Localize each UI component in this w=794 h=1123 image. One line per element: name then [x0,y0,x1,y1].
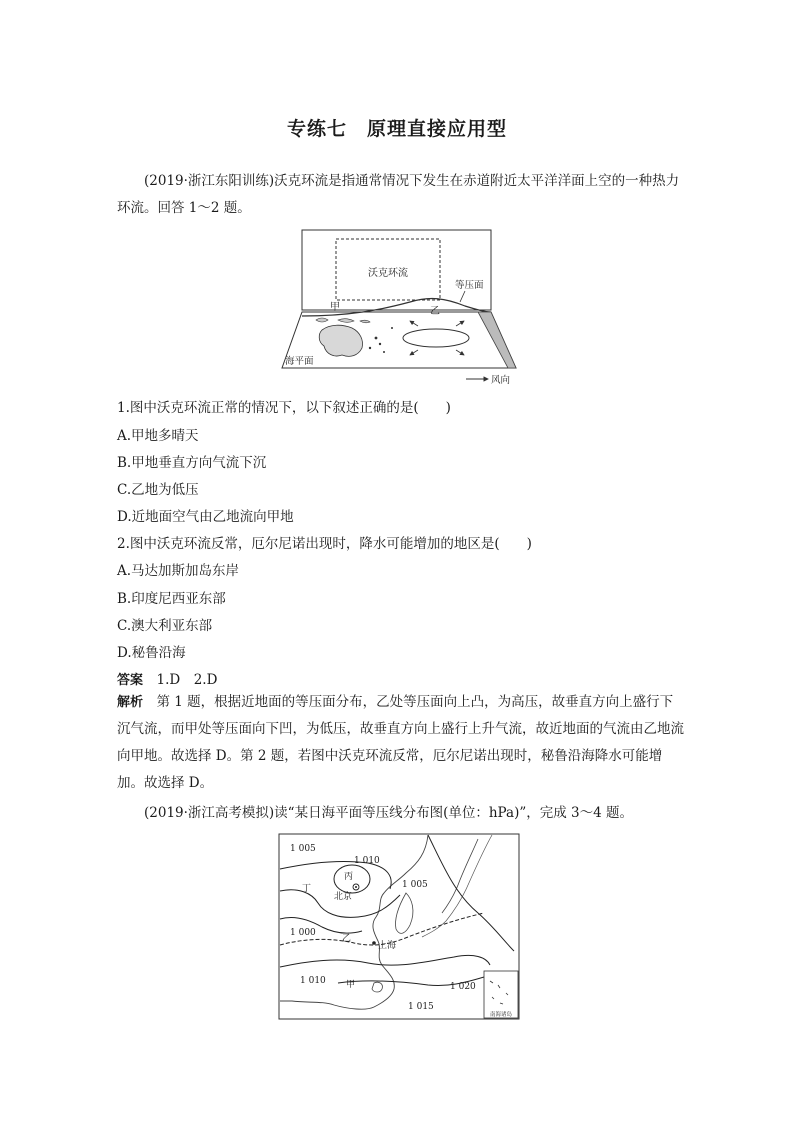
isobar-1005-a: 1 005 [290,844,316,854]
label-jia-map: 甲 [346,980,356,990]
isobar-1010-a: 1 010 [354,856,380,866]
question-2-option-c: C.澳大利亚东部 [117,618,213,634]
analysis-text: 第 1 题，根据近地面的等压面分布，乙处等压面向上凸，为高压，故垂直方向上盛行下沉气流，而甲处等压面向下凹，为低压，故垂直方向上盛行上升气流，故近地面的气流由乙地流向甲地。故选择 D。第 2 题，若图中沃克环流反常，厄尔尼诺出现时，秘鲁沿海降水可能增加。故选择 D。 [117,694,684,791]
question-1-option-b: B.甲地垂直方向气流下沉 [117,455,267,471]
label-yi: 乙 [430,306,440,317]
analysis-paragraph [117,689,685,797]
question-1-option-a: A.甲地多晴天 [117,428,199,444]
isobar-1010-b: 1 010 [300,976,326,986]
intro-paragraph-1: (2019·浙江东阳训练)沃克环流是指通常情况下发生在赤道附近太平洋洋面上空的一种热力环流。回答 1～2 题。 [117,173,680,216]
isobar-map-figure [278,833,520,1020]
question-2-stem: 2.图中沃克环流反常，厄尔尼诺出现时，降水可能增加的地区是( ) [117,536,532,552]
label-ding: 丁 [302,884,312,894]
walker-circulation-figure [280,228,520,388]
question-2-option-b: B.印度尼西亚东部 [117,591,226,607]
page-title: 专练七 原理直接应用型 [286,118,507,140]
answer-label: 答案 [117,673,144,688]
label-bing: 丙 [344,872,354,882]
inset-label: 南海诸岛 [489,1012,513,1018]
isobar-1000: 1 000 [290,928,316,938]
question-1-option-c: C.乙地为低压 [117,482,199,498]
label-jia: 甲 [330,302,340,313]
intro-paragraph-2: (2019·浙江高考模拟)读“某日海平面等压线分布图(单位：hPa)”，完成 3～4 题。 [144,805,633,821]
walker-box-label: 沃克环流 [368,268,408,279]
isobar-1005-b: 1 005 [402,880,428,890]
isobar-label: 等压面 [455,280,484,291]
sea-level-label: 海平面 [285,356,314,367]
question-2-option-a: A.马达加斯加岛东岸 [117,563,240,579]
question-2-option-d: D.秘鲁沿海 [117,645,186,661]
isobar-1020: 1 020 [450,982,476,992]
label-yi-map: 乙 [342,934,352,944]
label-shanghai: 上海 [378,941,397,951]
analysis-label: 解析 [117,695,144,710]
wind-direction-label: 风向 [491,375,511,386]
answer-line [117,668,217,688]
question-1-option-d: D.近地面空气由乙地流向甲地 [117,509,294,525]
answer-text: 1.D 2.D [156,672,218,688]
question-1-stem: 1.图中沃克环流正常的情况下，以下叙述正确的是( ) [117,400,451,416]
label-beijing: 北京 [334,892,353,902]
isobar-1015: 1 015 [408,1002,434,1012]
